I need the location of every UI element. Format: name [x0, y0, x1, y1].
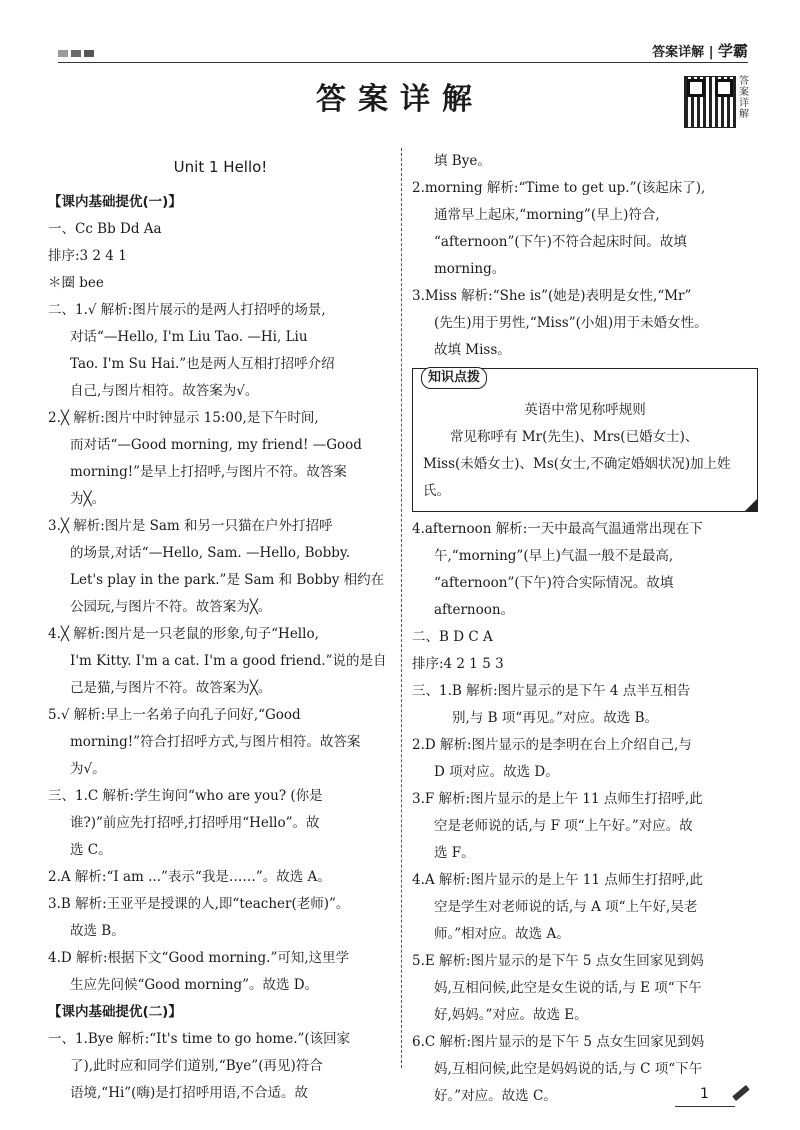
- left-column: [48, 148, 393, 1107]
- answer-line: 公园玩,与图片不符。故答案为╳。: [70, 599, 272, 615]
- header-rule: [58, 62, 748, 63]
- answer-line: 二、B D C A: [412, 629, 493, 645]
- right-lines-top: [412, 148, 758, 364]
- answer-line: 一、Cc Bb Dd Aa: [48, 221, 162, 237]
- section-heading: 【课内基础提优(二)】: [48, 1004, 182, 1020]
- answer-line: 谁?)”前应先打招呼,打招呼用“Hello”。故: [70, 815, 320, 831]
- answer-line: 通常早上起床,“morning”(早上)符合,: [434, 207, 660, 223]
- answer-line: morning。: [434, 261, 506, 277]
- answer-line: 己是猫,与图片不符。故答案为╳。: [70, 680, 272, 696]
- tip-tag: 知识点拨: [421, 367, 487, 389]
- brand-logo-text: 学霸: [717, 42, 748, 60]
- answer-line: 2.╳ 解析:图片中时钟显示 15:00,是下午时间,: [48, 410, 319, 426]
- left-lines: [48, 189, 393, 1107]
- answer-line: 5.√ 解析:早上一名弟子向孔子问好,“Good: [48, 707, 301, 723]
- answer-line: 午,“morning”(早上)气温一般不是最高,: [434, 548, 674, 564]
- qr-code-icon[interactable]: [684, 76, 736, 128]
- answer-line: 3.F 解析:图片显示的是上午 11 点师生打招呼,此: [412, 791, 703, 807]
- answer-line: 为√。: [70, 761, 106, 777]
- answer-line: 填 Bye。: [434, 153, 491, 169]
- answer-line: 三、1.B 解析:图片显示的是下午 4 点半互相告: [412, 683, 691, 699]
- page-number: 1: [700, 1086, 709, 1102]
- answer-line: 4.D 解析:根据下文“Good morning.”可知,这里学: [48, 950, 350, 966]
- answer-line: 的场景,对话“—Hello, Sam. —Hello, Bobby.: [70, 545, 351, 561]
- answer-line: 选 C。: [70, 842, 112, 858]
- tip-title: 英语中常见称呼规则: [524, 402, 646, 418]
- answer-line: 三、1.C 解析:学生询问“who are you? (你是: [48, 788, 323, 804]
- answer-line: 3.╳ 解析:图片是 Sam 和另一只猫在户外打招呼: [48, 518, 333, 534]
- answer-line: 二、1.√ 解析:图片展示的是两人打招呼的场景,: [48, 302, 326, 318]
- answer-line: afternoon。: [434, 602, 515, 618]
- answer-line: 4.afternoon 解析:一天中最高气温通常出现在下: [412, 521, 703, 537]
- answer-line: ＊圈 bee: [48, 275, 104, 291]
- answer-line: 故填 Miss。: [434, 342, 511, 358]
- qr-label: 答案详解: [739, 76, 749, 120]
- unit-title: Unit 1 Hello!: [173, 158, 268, 176]
- answer-line: morning!”符合打招呼方式,与图片相符。故答案: [70, 734, 361, 750]
- answer-line: 妈,互相问候,此空是妈妈说的话,与 C 项“下午: [434, 1061, 703, 1077]
- answer-line: 2.A 解析:“I am ...”表示“我是……”。故选 A。: [48, 869, 331, 885]
- header-brand: 答案详解 | 学霸: [652, 42, 748, 60]
- answer-line: 5.E 解析:图片显示的是下午 5 点女生回家见到妈: [412, 953, 704, 969]
- answer-line: 排序:4 2 1 5 3: [412, 656, 504, 672]
- answer-line: 师。”相对应。故选 A。: [434, 926, 570, 942]
- answer-line: “afternoon”(下午)符合实际情况。故填: [434, 575, 674, 591]
- answer-line: 好,妈妈。”对应。故选 E。: [434, 1007, 588, 1023]
- answer-line: 好。”对应。故选 C。: [434, 1088, 557, 1104]
- footer-rule: [675, 1106, 735, 1107]
- answer-line: 了),此时应和同学们道别,“Bye”(再见)符合: [70, 1058, 323, 1074]
- header-brand-text: 答案详解: [652, 45, 705, 60]
- answer-line: 排序:3 2 4 1: [48, 248, 127, 264]
- tip-text: 常见称呼有 Mr(先生)、Mrs(已婚女士)、Miss(未婚女士)、Ms(女士,不确定婚姻状况)加上姓氏。: [423, 429, 731, 499]
- answer-line: 自己,与图片相符。故答案为√。: [70, 383, 259, 399]
- answer-line: 2.D 解析:图片显示的是李明在台上介绍自己,与: [412, 737, 692, 753]
- answer-line: 4.╳ 解析:图片是一只老鼠的形象,句子“Hello,: [48, 626, 319, 642]
- answer-line: 故选 B。: [70, 923, 125, 939]
- answer-line: Tao. I'm Su Hai.”也是两人互相打招呼介绍: [70, 356, 335, 372]
- tip-box: [412, 368, 758, 512]
- answer-line: 为╳。: [70, 491, 106, 507]
- answer-line: 空是学生对老师说的话,与 A 项“上午好,吴老: [434, 899, 698, 915]
- column-divider: [401, 148, 402, 1068]
- answer-line: 一、1.Bye 解析:“It's time to go home.”(该回家: [48, 1031, 351, 1047]
- answer-line: I'm Kitty. I'm a cat. I'm a good friend.”说的是自: [70, 653, 387, 669]
- answer-line: “afternoon”(下午)不符合起床时间。故填: [434, 234, 687, 250]
- answer-line: (先生)用于男性,“Miss”(小姐)用于未婚女性。: [434, 315, 708, 331]
- answer-line: 3.Miss 解析:“She is”(她是)表明是女性,“Mr”: [412, 288, 692, 304]
- answer-line: 2.morning 解析:“Time to get up.”(该起床了),: [412, 180, 706, 196]
- section-heading: 【课内基础提优(一)】: [48, 194, 182, 210]
- answer-line: 选 F。: [434, 845, 475, 861]
- right-column: [412, 148, 758, 1110]
- answer-line: 语境,“Hi”(嗨)是打招呼用语,不合适。故: [70, 1085, 309, 1101]
- right-lines-bottom: [412, 516, 758, 1110]
- answer-line: 而对话“—Good morning, my friend! —Good: [70, 437, 362, 453]
- page-title: 答案详解: [316, 82, 484, 117]
- answer-line: 4.A 解析:图片显示的是上午 11 点师生打招呼,此: [412, 872, 704, 888]
- header-marks: [58, 50, 94, 57]
- answer-line: Let's play in the park.”是 Sam 和 Bobby 相约在: [70, 572, 385, 588]
- answer-line: 3.B 解析:王亚平是授课的人,即“teacher(老师)”。: [48, 896, 350, 912]
- answer-line: 妈,互相问候,此空是女生说的话,与 E 项“下午: [434, 980, 702, 996]
- tip-corner-decoration: [744, 498, 758, 512]
- answer-line: 6.C 解析:图片显示的是下午 5 点女生回家见到妈: [412, 1034, 705, 1050]
- answer-line: 空是老师说的话,与 F 项“上午好。”对应。故: [434, 818, 693, 834]
- answer-line: D 项对应。故选 D。: [434, 764, 559, 780]
- answer-line: 对话“—Hello, I'm Liu Tao. —Hi, Liu: [70, 329, 308, 345]
- answer-line: morning!”是早上打招呼,与图片不符。故答案: [70, 464, 347, 480]
- answer-line: 生应先问候“Good morning”。故选 D。: [70, 977, 319, 993]
- answer-line: 别,与 B 项“再见。”对应。故选 B。: [452, 710, 659, 726]
